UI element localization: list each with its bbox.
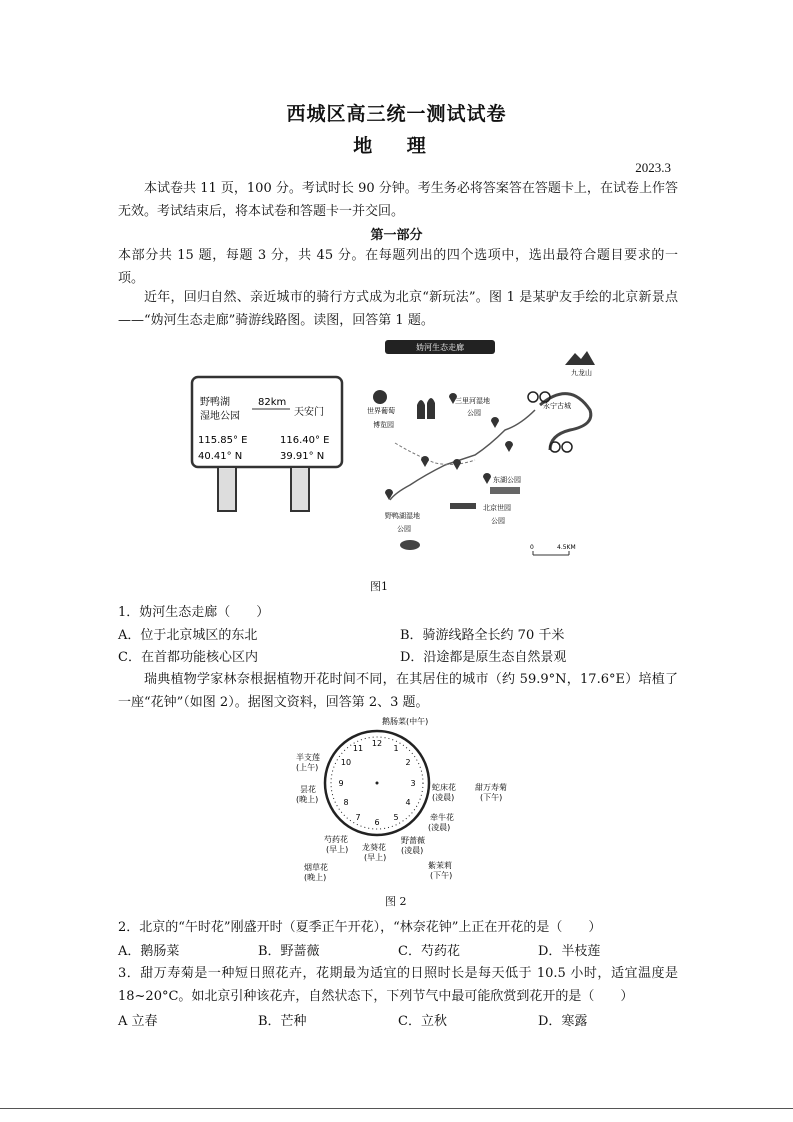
label-yancao-time: (晚上) (304, 873, 327, 882)
label-zimoli: 紫茉莉 (428, 861, 452, 870)
sign-distance: 82km (258, 397, 287, 408)
sign-left-lon: 115.85° E (198, 435, 248, 446)
label-longkui: 龙葵花 (362, 843, 386, 852)
map-label-shiyuan-2: 公园 (491, 517, 505, 525)
clock-number-7: 7 (355, 813, 361, 822)
clock-number-10: 10 (340, 758, 352, 767)
map-label-jiulongshan: 九龙山 (571, 369, 592, 377)
q3-option-b: B．芒种 (258, 1014, 307, 1029)
exam-date: 2023.3 (635, 160, 671, 175)
cyclist-icon (528, 392, 538, 402)
label-qianniu: 牵牛花 (430, 813, 454, 822)
clock-number-8: 8 (343, 798, 349, 807)
map-label-yeyahu-2: 公园 (397, 525, 411, 533)
part-heading: 第一部分 (370, 228, 423, 243)
clock-number-12: 12 (371, 739, 383, 748)
q1-option-a: A．位于北京城区的东北 (118, 628, 258, 643)
map-label-yongning: 永宁古城 (543, 402, 571, 410)
train-icon (450, 503, 476, 509)
map-label-sanlihe-2: 公园 (467, 409, 481, 417)
grape-icon (373, 390, 387, 404)
clock-number-6: 6 (374, 818, 380, 827)
q1-option-b: B．骑游线路全长约 70 千米 (400, 628, 565, 643)
label-shechuang-time: (凌晨) (432, 793, 455, 802)
clock-number-1: 1 (393, 744, 399, 753)
clock-number-9: 9 (338, 779, 344, 788)
clock-number-2: 2 (405, 758, 411, 767)
clock-number-3: 3 (410, 779, 416, 788)
page-bottom-rule (0, 1108, 793, 1109)
map-label-grape-2: 博览园 (373, 421, 394, 429)
tree-icon (417, 398, 435, 419)
q1-option-d: D．沿途都是原生态自然景观 (400, 650, 567, 665)
label-shaoyao: 芍药花 (324, 835, 348, 844)
q2-option-c: C．芍药花 (398, 944, 460, 959)
clock-number-11: 11 (352, 744, 364, 753)
sign-left-name-1: 野鸭湖 (200, 397, 230, 408)
map-label-sanlihe: 三里河湿地 (455, 397, 490, 405)
map-label-donghu: 东湖公园 (493, 476, 521, 484)
route-map (355, 335, 605, 565)
label-top: 鹅肠菜(中午) (382, 717, 429, 726)
label-shaoyao-time: (早上) (326, 845, 349, 854)
mountain-icon (565, 351, 595, 365)
clock-center (376, 782, 379, 785)
sign-right-lon: 116.40° E (280, 435, 330, 446)
sign-right-name: 天安门 (294, 407, 324, 418)
scale-zero: 0 (530, 544, 534, 551)
figure1-caption: 图1 (370, 580, 388, 593)
scale-distance: 4.5KM (557, 544, 576, 551)
label-yancao: 烟草花 (304, 863, 328, 872)
q3-option-d: D．寒露 (538, 1014, 588, 1029)
part-description: 本部分共 15 题，每题 3 分，共 45 分。在每题列出的四个选项中，选出最符合题目要求的一项。 (118, 248, 678, 286)
q2-option-a: A．鹅肠菜 (118, 944, 180, 959)
label-banzhilian-time: (上午) (296, 763, 319, 772)
label-yeqiangwei-time: (凌晨) (401, 846, 424, 855)
q3-option-a: A 立春 (118, 1014, 158, 1029)
exam-title: 西城区高三统一测试试卷 (286, 103, 507, 125)
label-yeqiangwei: 野蔷薇 (401, 836, 425, 845)
label-tianwanshouju-time: (下午) (480, 793, 503, 802)
q3-option-c: C．立秋 (398, 1014, 447, 1029)
route-path (390, 410, 535, 500)
distance-sign (188, 375, 348, 515)
clock-number-5: 5 (393, 813, 399, 822)
instructions: 本试卷共 11 页，100 分。考试时长 90 分钟。考生务必将答案答在答题卡上，在试卷上作答无效。考试结束后，将本试卷和答题卡一并交回。 (118, 181, 678, 219)
label-zimoli-time: (下午) (430, 871, 453, 880)
map-label-shiyuan: 北京世园 (483, 504, 511, 512)
q3-stem: 3．甜万寿菊是一种短日照花卉，花期最为适宜的日照时长是每天低于 10.5 小时，适宜温度是 18~20°C。如北京引种该花卉，自然状态下，下列节气中最可能欣赏到花开的是（ ） (118, 966, 678, 1004)
intro-figure2: 瑞典植物学家林奈根据植物开花时间不同，在其居住的城市（约 59.9°N，17.6°E）培植了一座“花钟”（如图 2）。据图文资料，回答第 2、3 题。 (118, 672, 678, 710)
sign-left-lat: 40.41° N (198, 451, 243, 462)
label-tanhua: 昙花 (300, 785, 316, 794)
sign-right-lat: 39.91° N (280, 451, 325, 462)
label-shechuang: 蛇床花 (432, 783, 456, 792)
duck-icon (400, 540, 420, 550)
flower-labels (296, 752, 507, 882)
subject-title: 地 理 (353, 135, 440, 157)
q2-stem: 2．北京的“午时花”刚盛开时（夏季正午开花），“林奈花钟”上正在开花的是（ ） (118, 920, 602, 935)
label-tanhua-time: (晚上) (296, 795, 319, 804)
q2-option-d: D．半枝莲 (538, 944, 601, 959)
q1-stem: 1．妫河生态走廊（ ） (118, 605, 270, 620)
intro-figure1: 近年，回归自然、亲近城市的骑行方式成为北京“新玩法”。图 1 是某驴友手绘的北京新景点——“妫河生态走廊”骑游线路图。读图，回答第 1 题。 (118, 290, 678, 328)
figure2-caption: 图 2 (385, 895, 407, 908)
clock-number-4: 4 (405, 798, 411, 807)
q2-option-b: B．野蔷薇 (258, 944, 320, 959)
map-banner: 妫河生态走廊 (416, 343, 464, 352)
q1-option-c: C．在首都功能核心区内 (118, 650, 258, 665)
label-qianniu-time: (凌晨) (428, 823, 451, 832)
map-label-yeyahu: 野鸭湖湿地 (385, 512, 420, 520)
label-longkui-time: (早上) (364, 853, 387, 862)
sign-left-name-2: 湿地公园 (200, 411, 240, 422)
label-banzhilian: 半支莲 (296, 753, 320, 762)
label-tianwanshouju: 甜万寿菊 (475, 783, 507, 792)
map-label-grape: 世界葡萄 (367, 407, 395, 415)
flower-clock (290, 712, 530, 892)
